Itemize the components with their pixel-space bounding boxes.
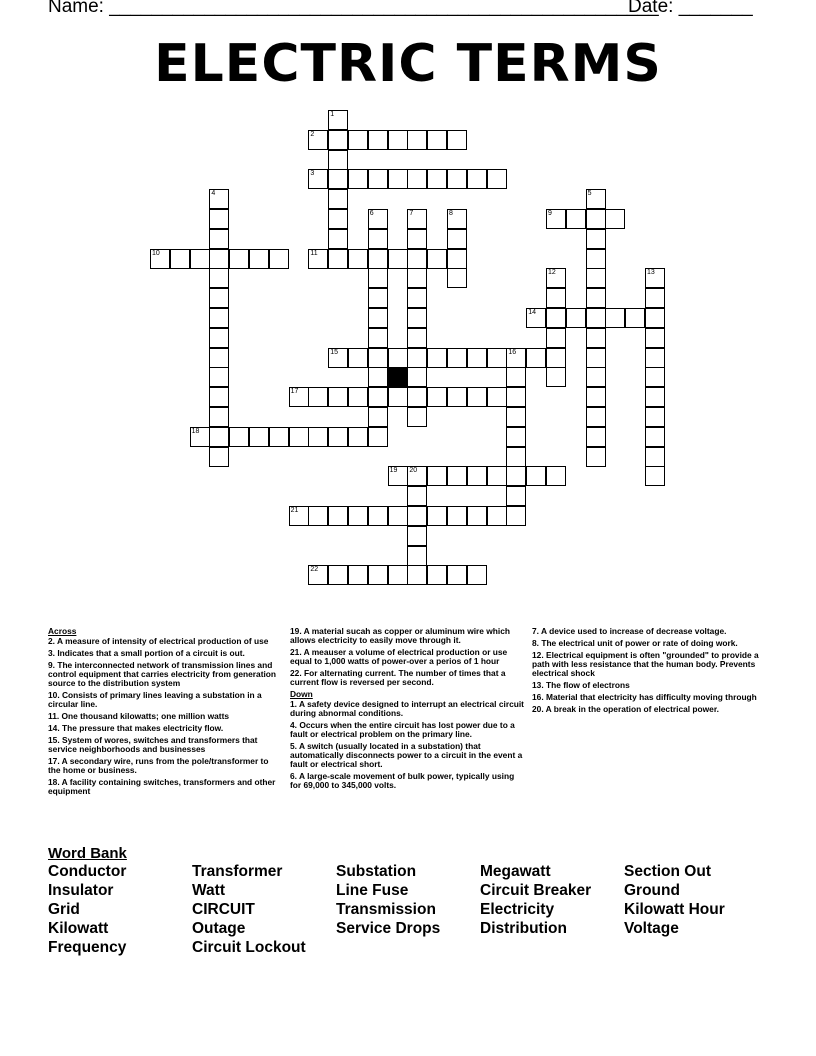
crossword-cell[interactable] — [328, 229, 348, 249]
page-title: ELECTRIC TERMS — [154, 34, 662, 94]
word-bank-item: Ground — [624, 882, 680, 899]
crossword-cell[interactable] — [546, 308, 566, 328]
crossword-cell[interactable] — [546, 367, 566, 387]
crossword-cell[interactable] — [368, 209, 388, 229]
crossword-cell[interactable] — [645, 308, 665, 328]
crossword-cell[interactable] — [308, 130, 328, 150]
crossword-cell[interactable] — [209, 288, 229, 308]
crossword-cell[interactable] — [586, 407, 606, 427]
crossword-cell[interactable] — [566, 308, 586, 328]
crossword-cell[interactable] — [388, 565, 408, 585]
word-bank-item: Electricity — [480, 901, 555, 918]
word-bank-item: Service Drops — [336, 920, 441, 937]
clue-number: 19 — [389, 467, 398, 475]
clue-across-15: 15. System of wores, switches and transformers that service neighborhoods and businesses — [48, 735, 258, 754]
crossword-cell[interactable] — [447, 506, 467, 526]
crossword-cell[interactable] — [368, 348, 388, 368]
crossword-cell[interactable] — [328, 189, 348, 209]
crossword-cell[interactable] — [506, 466, 526, 486]
crossword-cell[interactable] — [506, 348, 526, 368]
crossword-cell[interactable] — [586, 348, 606, 368]
word-bank-item: Kilowatt Hour — [624, 901, 725, 918]
clue-across-14: 14. The pressure that makes electricity flow. — [48, 723, 224, 733]
word-bank-item: Watt — [192, 882, 225, 899]
word-bank-item: Circuit Breaker — [480, 882, 592, 899]
crossword-cell[interactable] — [427, 249, 447, 269]
crossword-cell[interactable] — [308, 169, 328, 189]
down-heading: Down — [290, 689, 313, 699]
crossword-cell[interactable] — [427, 387, 447, 407]
crossword-cell[interactable] — [407, 169, 427, 189]
crossword-cell[interactable] — [348, 506, 368, 526]
clue-across-22: 22. For alternating current. The number of times that a current flow is reversed per second. — [290, 668, 506, 687]
clue-across-18: 18. A facility containing switches, transformers and other equipment — [48, 777, 276, 796]
crossword-cell[interactable] — [209, 189, 229, 209]
clue-across-11: 11. One thousand kilowatts; one million watts — [48, 711, 230, 721]
crossword-cell[interactable] — [566, 209, 586, 229]
crossword-cell[interactable] — [447, 229, 467, 249]
crossword-cell[interactable] — [348, 427, 368, 447]
crossword-cell[interactable] — [388, 130, 408, 150]
crossword-cell[interactable] — [427, 348, 447, 368]
crossword-cell[interactable] — [368, 328, 388, 348]
crossword-cell[interactable] — [586, 229, 606, 249]
word-bank-item: Grid — [48, 901, 80, 918]
crossword-cell[interactable] — [368, 427, 388, 447]
crossword-cell[interactable] — [407, 506, 427, 526]
crossword-cell[interactable] — [328, 249, 348, 269]
crossword-cell[interactable] — [209, 348, 229, 368]
crossword-block — [388, 367, 408, 387]
clue-number: 4 — [211, 190, 216, 198]
crossword-cell[interactable] — [645, 268, 665, 288]
crossword-cell[interactable] — [348, 565, 368, 585]
crossword-cell[interactable] — [368, 249, 388, 269]
crossword-cell[interactable] — [487, 506, 507, 526]
clue-number: 7 — [409, 210, 414, 217]
crossword-cell[interactable] — [328, 427, 348, 447]
crossword-cell[interactable] — [546, 288, 566, 308]
crossword-cell[interactable] — [328, 506, 348, 526]
crossword-cell[interactable] — [407, 229, 427, 249]
clue-number: 13 — [647, 269, 655, 277]
crossword-cell[interactable] — [625, 308, 645, 328]
crossword-cell[interactable] — [645, 427, 665, 447]
clue-number: 21 — [290, 507, 299, 514]
crossword-cell[interactable] — [407, 288, 427, 308]
crossword-cell[interactable] — [308, 506, 328, 526]
crossword-cell[interactable] — [586, 209, 606, 229]
crossword-cell[interactable] — [586, 367, 606, 387]
crossword-cell[interactable] — [506, 447, 526, 467]
clue-number: 16 — [508, 348, 517, 356]
word-bank-item: Outage — [192, 920, 246, 937]
crossword-cell[interactable] — [368, 169, 388, 189]
crossword-cell[interactable] — [407, 308, 427, 328]
crossword-cell[interactable] — [328, 348, 348, 368]
crossword-cell[interactable] — [586, 447, 606, 467]
crossword-cell[interactable] — [328, 387, 348, 407]
clue-down-4: 4. Occurs when the entire circuit has lost power due to a fault or electrical problem on the primary line. — [290, 720, 515, 739]
clue-down-13: 13. The flow of electrons — [532, 680, 630, 690]
crossword-cell[interactable] — [368, 308, 388, 328]
crossword-cell[interactable] — [407, 268, 427, 288]
clue-number: 18 — [191, 427, 200, 435]
clue-number: 5 — [587, 190, 592, 198]
crossword-cell[interactable] — [645, 466, 665, 486]
crossword-cell[interactable] — [368, 229, 388, 249]
crossword-cell[interactable] — [586, 189, 606, 209]
crossword-cell[interactable] — [348, 387, 368, 407]
clue-across-19: 19. A material sucah as copper or aluminum wire which allows electricity to easily move through it. — [290, 626, 511, 645]
crossword-cell[interactable] — [447, 130, 467, 150]
crossword-cell[interactable] — [487, 169, 507, 189]
crossword-cell[interactable] — [447, 387, 467, 407]
crossword-cell[interactable] — [388, 466, 408, 486]
clue-number: 2 — [310, 130, 315, 138]
clue-number: 11 — [310, 249, 318, 257]
crossword-cell[interactable] — [605, 209, 625, 229]
crossword-cell[interactable] — [447, 169, 467, 189]
crossword-cell[interactable] — [427, 565, 447, 585]
crossword-cell[interactable] — [289, 387, 309, 407]
crossword-cell[interactable] — [447, 209, 467, 229]
crossword-cell[interactable] — [368, 407, 388, 427]
crossword-cell[interactable] — [487, 466, 507, 486]
crossword-cell[interactable] — [209, 447, 229, 467]
word-bank-item: Circuit Lockout — [192, 939, 306, 956]
crossword-cell[interactable] — [586, 427, 606, 447]
crossword-cell[interactable] — [447, 565, 467, 585]
crossword-cell[interactable] — [209, 308, 229, 328]
word-bank-item: Conductor — [48, 863, 127, 880]
clue-down-16: 16. Material that electricity has difficulty moving through — [532, 692, 757, 702]
crossword-cell[interactable] — [506, 486, 526, 506]
crossword-cell[interactable] — [150, 249, 170, 269]
crossword-cell[interactable] — [407, 407, 427, 427]
crossword-cell[interactable] — [546, 209, 566, 229]
crossword-cell[interactable] — [467, 348, 487, 368]
crossword-cell[interactable] — [328, 169, 348, 189]
word-bank-item: Line Fuse — [336, 882, 409, 899]
crossword-cell[interactable] — [467, 565, 487, 585]
word-bank-item: Megawatt — [480, 863, 551, 880]
crossword-cell[interactable] — [447, 348, 467, 368]
crossword-cell[interactable] — [526, 308, 546, 328]
crossword-cell[interactable] — [190, 249, 210, 269]
crossword-cell[interactable] — [427, 466, 447, 486]
crossword-cell[interactable] — [645, 367, 665, 387]
crossword-cell[interactable] — [506, 427, 526, 447]
word-bank-title: Word Bank — [48, 845, 127, 862]
word-bank-item: Voltage — [624, 920, 679, 937]
crossword-cell[interactable] — [506, 407, 526, 427]
crossword-cell[interactable] — [388, 169, 408, 189]
crossword-cell[interactable] — [328, 130, 348, 150]
clues-column-3 — [532, 627, 764, 717]
crossword-cell[interactable] — [467, 169, 487, 189]
crossword-cell[interactable] — [427, 169, 447, 189]
crossword-cell[interactable] — [407, 249, 427, 269]
crossword-cell[interactable] — [289, 506, 309, 526]
crossword-cell[interactable] — [586, 387, 606, 407]
crossword-cell[interactable] — [605, 308, 625, 328]
clue-number: 20 — [409, 467, 418, 475]
crossword-cell[interactable] — [407, 348, 427, 368]
clue-number: 17 — [290, 388, 299, 396]
word-bank-item: Kilowatt — [48, 920, 109, 937]
crossword-cell[interactable] — [645, 407, 665, 427]
crossword-cell[interactable] — [427, 130, 447, 150]
clue-down-8: 8. The electrical unit of power or rate of doing work. — [532, 638, 738, 648]
clue-across-3: 3. Indicates that a small portion of a circuit is out. — [48, 648, 245, 658]
crossword-cell[interactable] — [427, 506, 447, 526]
crossword-cell[interactable] — [170, 249, 190, 269]
crossword-cell[interactable] — [368, 387, 388, 407]
crossword-cell[interactable] — [328, 150, 348, 170]
clue-number: 3 — [310, 170, 315, 178]
crossword-cell[interactable] — [209, 387, 229, 407]
crossword-cell[interactable] — [447, 268, 467, 288]
crossword-cell[interactable] — [546, 328, 566, 348]
crossword-cell[interactable] — [289, 427, 309, 447]
crossword-cell[interactable] — [546, 268, 566, 288]
crossword-cell[interactable] — [407, 466, 427, 486]
crossword-cell[interactable] — [407, 387, 427, 407]
crossword-cell[interactable] — [407, 209, 427, 229]
crossword-cell[interactable] — [368, 367, 388, 387]
clue-number: 10 — [152, 249, 160, 257]
clue-number: 8 — [449, 210, 453, 217]
crossword-cell[interactable] — [328, 110, 348, 130]
crossword-cell[interactable] — [308, 565, 328, 585]
clue-number: 6 — [369, 210, 374, 217]
clue-down-12: 12. Electrical equipment is often "grounded" to provide a path with less resistance that the human body. Prevents electrical shock — [532, 650, 759, 678]
word-bank-item: CIRCUIT — [192, 901, 255, 918]
crossword-cell[interactable] — [407, 328, 427, 348]
crossword-cell[interactable] — [487, 348, 507, 368]
clue-across-10: 10. Consists of primary lines leaving a substation in a circular line. — [48, 690, 262, 709]
crossword-cell[interactable] — [308, 249, 328, 269]
crossword-cell[interactable] — [368, 506, 388, 526]
crossword-cell[interactable] — [209, 328, 229, 348]
crossword-cell[interactable] — [467, 387, 487, 407]
crossword-cell[interactable] — [388, 348, 408, 368]
crossword-cell[interactable] — [308, 427, 328, 447]
clues-column-1 — [48, 627, 280, 799]
crossword-cell[interactable] — [348, 169, 368, 189]
crossword-cell[interactable] — [269, 427, 289, 447]
crossword-cell[interactable] — [586, 328, 606, 348]
crossword-cell[interactable] — [407, 565, 427, 585]
clue-down-7: 7. A device used to increase of decrease voltage. — [532, 626, 727, 636]
crossword-cell[interactable] — [586, 268, 606, 288]
word-bank-item: Section Out — [624, 863, 711, 880]
word-bank-item: Substation — [336, 863, 417, 880]
clue-down-1: 1. A safety device designed to interrupt an electrical circuit during abnormal conditions. — [290, 699, 524, 718]
crossword-cell[interactable] — [328, 209, 348, 229]
clue-number: 9 — [548, 210, 552, 217]
crossword-cell[interactable] — [546, 348, 566, 368]
crossword-cell[interactable] — [586, 249, 606, 269]
crossword-cell[interactable] — [190, 427, 210, 447]
crossword-cell[interactable] — [209, 407, 229, 427]
crossword-cell[interactable] — [645, 387, 665, 407]
crossword-cell[interactable] — [645, 288, 665, 308]
crossword-cell[interactable] — [209, 249, 229, 269]
crossword-cell[interactable] — [526, 466, 546, 486]
crossword-cell[interactable] — [447, 466, 467, 486]
crossword-cell[interactable] — [249, 427, 269, 447]
word-bank-item: Frequency — [48, 939, 127, 956]
clue-number: 1 — [330, 111, 335, 118]
clue-number: 22 — [310, 566, 319, 574]
word-bank-item: Transformer — [192, 863, 283, 880]
crossword-cell[interactable] — [229, 427, 249, 447]
crossword-cell[interactable] — [645, 328, 665, 348]
word-bank — [48, 862, 788, 957]
crossword-cell[interactable] — [526, 348, 546, 368]
crossword-cell[interactable] — [506, 367, 526, 387]
clue-across-21: 21. A meauser a volume of electrical production or use equal to 1,000 watts of power-over a perios of 1 hour — [290, 647, 508, 666]
crossword-cell[interactable] — [407, 526, 427, 546]
crossword-cell[interactable] — [209, 367, 229, 387]
word-bank-item: Distribution — [480, 920, 567, 937]
crossword-cell[interactable] — [388, 506, 408, 526]
crossword-cell[interactable] — [645, 447, 665, 467]
clue-across-17: 17. A secondary wire, runs from the pole/transformer to the home or business. — [48, 756, 269, 775]
crossword-cell[interactable] — [209, 427, 229, 447]
crossword-cell[interactable] — [368, 268, 388, 288]
crossword-cell[interactable] — [407, 486, 427, 506]
crossword-cell[interactable] — [447, 249, 467, 269]
name-field-label: Name: ____________________________________________________ — [48, 0, 659, 17]
crossword-cell[interactable] — [586, 308, 606, 328]
crossword-cell[interactable] — [487, 387, 507, 407]
crossword-cell[interactable] — [328, 565, 348, 585]
crossword-cell[interactable] — [209, 229, 229, 249]
crossword-cell[interactable] — [407, 130, 427, 150]
crossword-cell[interactable] — [506, 387, 526, 407]
clue-across-2: 2. A measure of intensity of electrical production of use — [48, 636, 269, 646]
crossword-cell[interactable] — [467, 466, 487, 486]
crossword-cell[interactable] — [586, 288, 606, 308]
crossword-cell[interactable] — [308, 387, 328, 407]
word-bank-item: Insulator — [48, 882, 114, 899]
word-bank-item: Transmission — [336, 901, 436, 918]
clues-column-2 — [290, 627, 526, 793]
crossword-cell[interactable] — [209, 268, 229, 288]
crossword-cell[interactable] — [407, 546, 427, 566]
date-field-label: Date: _______ — [628, 0, 753, 17]
across-heading: Across — [48, 626, 77, 636]
crossword-cell[interactable] — [506, 506, 526, 526]
clue-down-20: 20. A break in the operation of electrical power. — [532, 704, 719, 714]
crossword-cell[interactable] — [229, 249, 249, 269]
clue-number: 14 — [528, 309, 536, 316]
crossword-cell[interactable] — [348, 130, 368, 150]
crossword-cell[interactable] — [467, 506, 487, 526]
crossword-cell[interactable] — [388, 387, 408, 407]
crossword-cell[interactable] — [249, 249, 269, 269]
crossword-cell[interactable] — [368, 288, 388, 308]
clue-across-9: 9. The interconnected network of transmission lines and control equipment that carries electricity from generation source to the distribution system — [48, 660, 277, 688]
crossword-cell[interactable] — [209, 209, 229, 229]
crossword-cell[interactable] — [269, 249, 289, 269]
crossword-cell[interactable] — [546, 466, 566, 486]
crossword-cell[interactable] — [368, 565, 388, 585]
clue-number: 15 — [330, 348, 338, 356]
crossword-cell[interactable] — [348, 348, 368, 368]
clue-down-5: 5. A switch (usually located in a substation) that automatically disconnects power to a circuit in the event a fault or electrical short. — [290, 741, 523, 769]
crossword-cell[interactable] — [388, 249, 408, 269]
crossword-cell[interactable] — [645, 348, 665, 368]
crossword-cell[interactable] — [348, 249, 368, 269]
clue-down-6: 6. A large-scale movement of bulk power, typically using for 69,000 to 345,000 volts. — [290, 771, 515, 790]
clue-number: 12 — [548, 269, 556, 277]
crossword-cell[interactable] — [368, 130, 388, 150]
crossword-cell[interactable] — [407, 367, 427, 387]
